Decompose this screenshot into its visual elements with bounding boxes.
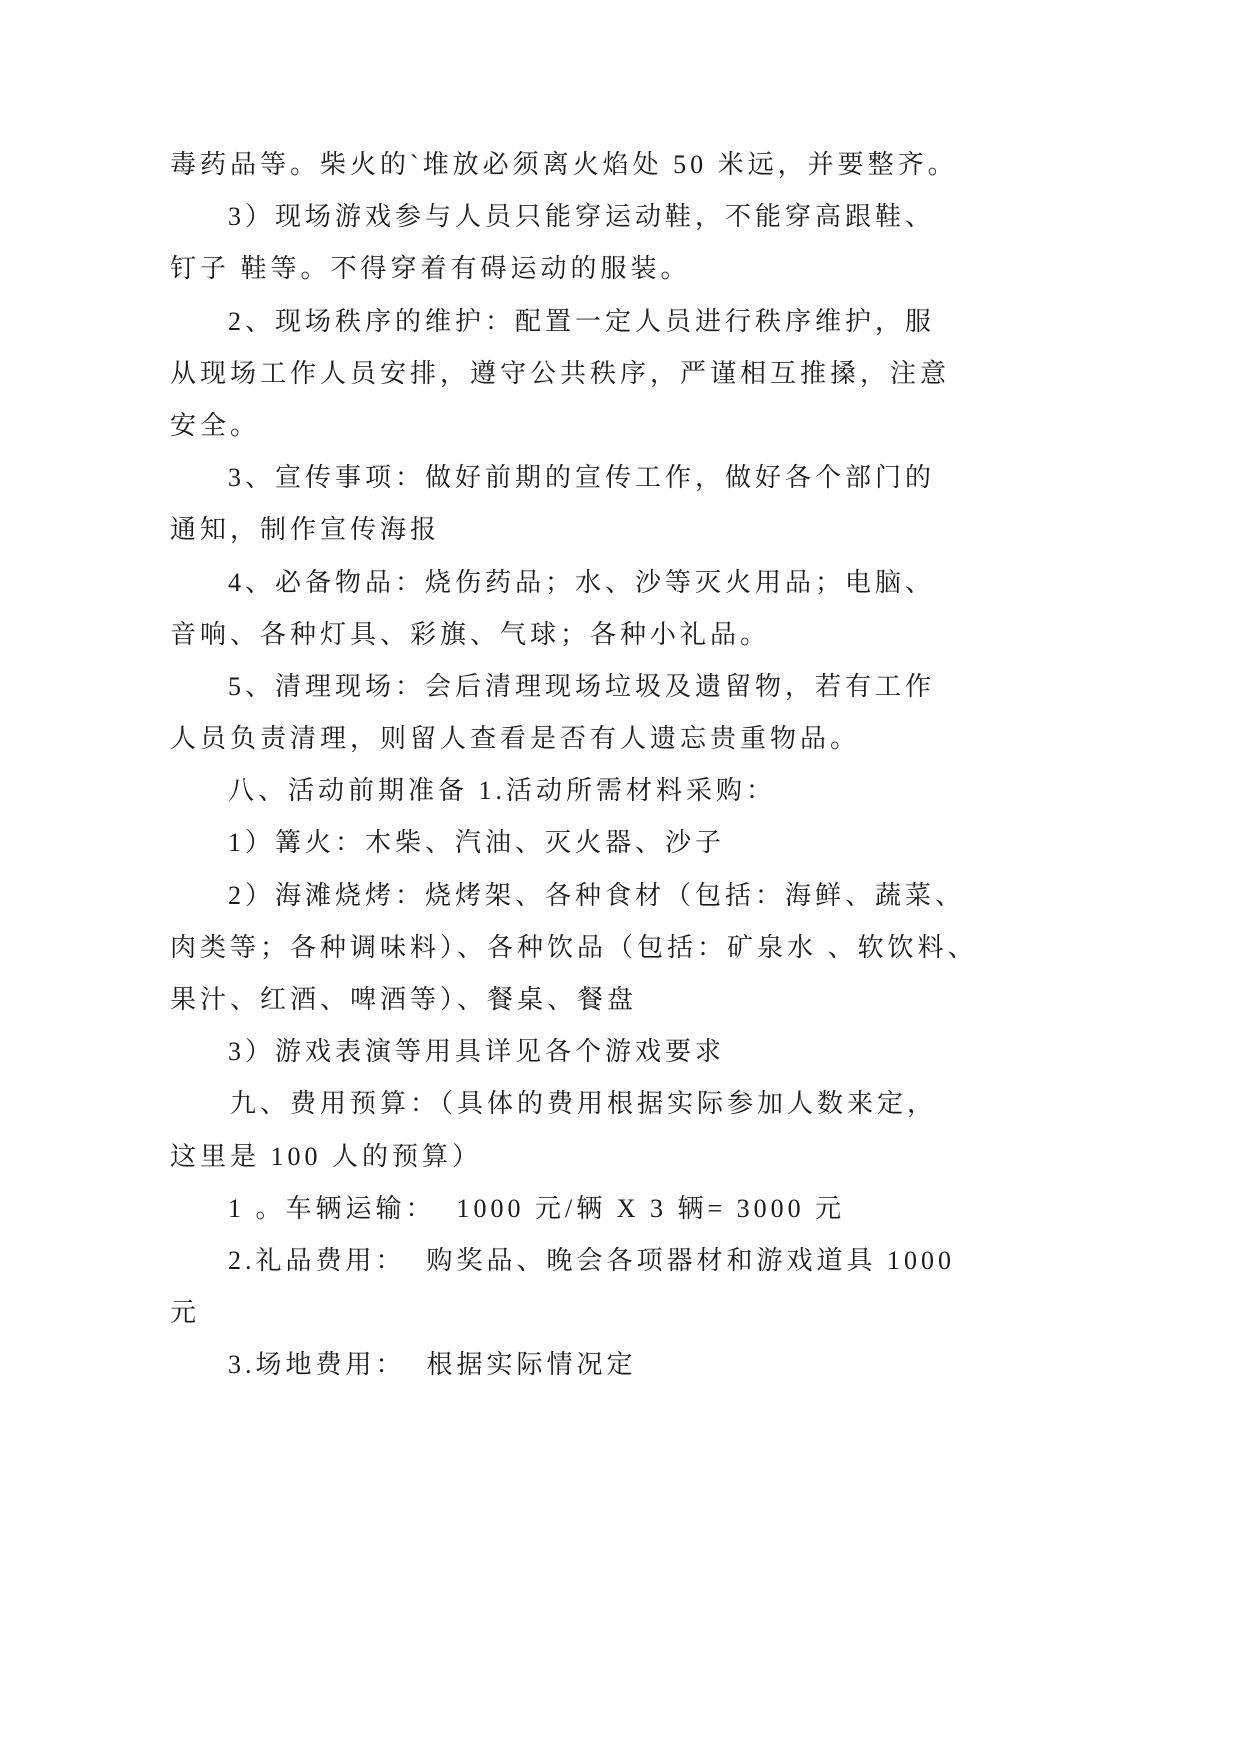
section-heading-budget xyxy=(170,1078,1030,1182)
text-line: 九、费用预算：（具体的费用根据实际参加人数来定， xyxy=(230,1089,938,1119)
budget-item-venue xyxy=(170,1339,1030,1391)
text-line: 5、清理现场：会后清理现场垃圾及遗留物，若有工作 xyxy=(228,671,936,701)
text-line: 3、宣传事项：做好前期的宣传工作，做好各个部门的 xyxy=(228,463,936,493)
text-line: 果汁、红酒、啤酒等）、餐桌、餐盘 xyxy=(170,985,638,1014)
paragraph-publicity xyxy=(170,452,1030,556)
text-line: 2）海滩烧烤：烧烤架、各种食材（包括：海鲜、蔬菜、 xyxy=(228,880,966,910)
text-line: 3）现场游戏参与人员只能穿运动鞋，不能穿高跟鞋、 xyxy=(228,202,936,232)
text-line: 安全。 xyxy=(170,410,261,440)
section-heading-preparation xyxy=(170,765,1030,817)
text-line: 钉子 鞋等。不得穿着有碍运动的服装。 xyxy=(170,254,691,284)
text-line: 毒药品等。柴火的`堆放必须离火焰处 50 米远，并要整齐。 xyxy=(170,150,958,179)
text-line: 2.礼品费用： 购奖品、晚会各项器材和游戏道具 1000 xyxy=(228,1245,956,1275)
text-line: 3）游戏表演等用具详见各个游戏要求 xyxy=(228,1037,726,1067)
document-body xyxy=(170,139,1030,1392)
text-line: 人员负责清理，则留人查看是否有人遗忘贵重物品。 xyxy=(170,724,861,754)
paragraph-game-props xyxy=(170,1026,1030,1078)
budget-item-transport xyxy=(170,1183,1030,1235)
text-line: 4、必备物品：烧伤药品；水、沙等灭火用品；电脑、 xyxy=(228,567,936,597)
text-line: 1）篝火：木柴、汽油、灭火器、沙子 xyxy=(228,828,726,858)
paragraph-order-maintenance xyxy=(170,296,1030,453)
paragraph-bbq xyxy=(170,870,1030,1027)
text-line: 1 。车辆运输： 1000 元/辆 X 3 辆= 3000 元 xyxy=(228,1193,846,1223)
paragraph-supplies xyxy=(170,557,1030,661)
budget-item-gifts xyxy=(170,1235,1030,1339)
paragraph-cleanup xyxy=(170,661,1030,765)
text-line: 元 xyxy=(170,1298,201,1328)
text-line: 肉类等；各种调味料）、各种饮品（包括：矿泉水 、软饮料、 xyxy=(170,932,978,962)
paragraph-shoes-rule xyxy=(170,191,1030,295)
text-line: 音响、各种灯具、彩旗、气球；各种小礼品。 xyxy=(170,619,771,649)
text-line: 八、活动前期准备 1.活动所需材料采购： xyxy=(228,776,777,806)
paragraph-bonfire xyxy=(170,817,1030,869)
paragraph-continuation xyxy=(170,139,1030,191)
text-line: 从现场工作人员安排，遵守公共秩序，严谨相互推搡，注意 xyxy=(170,358,951,388)
text-line: 3.场地费用： 根据实际情况定 xyxy=(228,1350,637,1380)
text-line: 2、现场秩序的维护：配置一定人员进行秩序维护，服 xyxy=(228,306,936,336)
text-line: 这里是 100 人的预算） xyxy=(170,1141,483,1171)
text-line: 通知，制作宣传海报 xyxy=(170,515,441,545)
